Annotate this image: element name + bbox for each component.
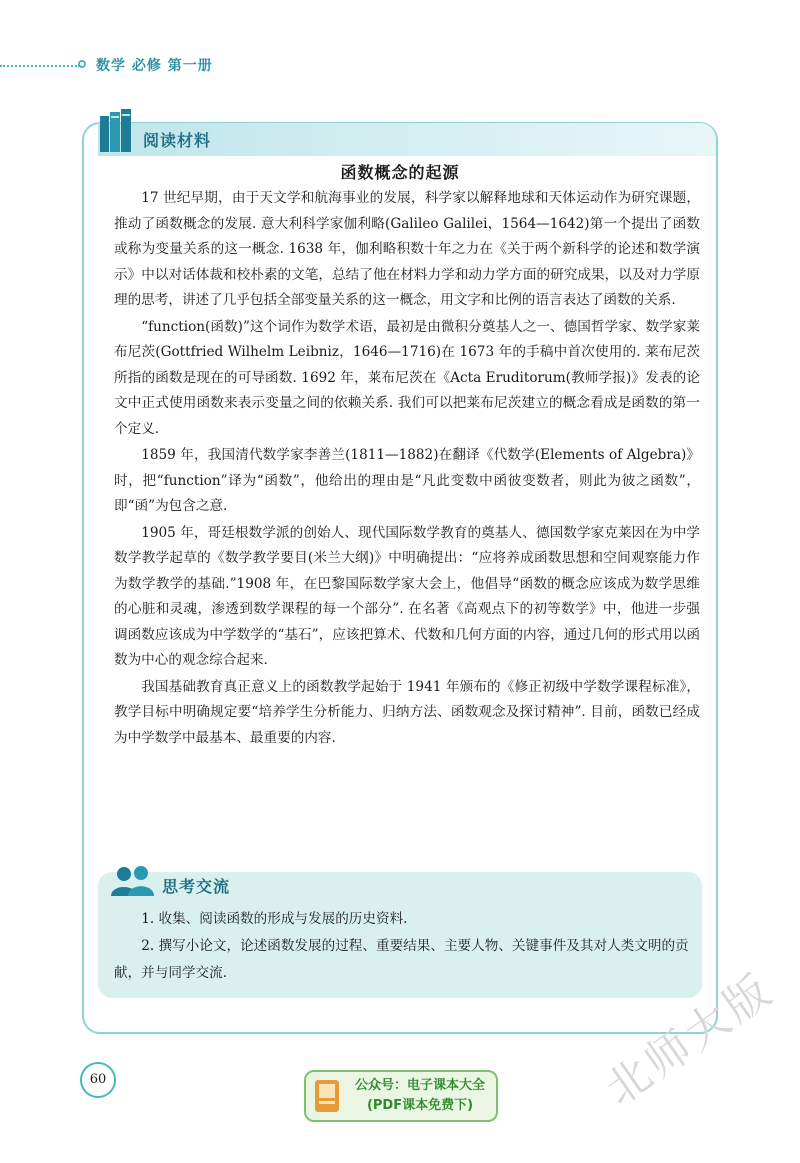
section-label: 阅读材料 [143,131,212,150]
article-title: 函数概念的起源 [340,163,460,182]
people-icon [108,864,158,898]
discussion-list [114,906,690,987]
article-body [114,186,700,752]
list-item: 1. 收集、阅读函数的形成与发展的历史资料. [141,911,408,927]
publisher-watermark: 北师大版 [596,963,783,1116]
running-header: 数学 必修 第一册 [96,58,213,74]
books-icon [98,108,138,154]
badge-line-1: 公众号：电子课本大全 [354,1078,485,1093]
book-icon [312,1078,342,1114]
paragraph: 我国基础教育真正意义上的函数教学起始于 1941 年颁布的《修正初级中学数学课程标准》，教学目标中明确规定要“培养学生分析能力、归纳方法、函数观念及探讨精神”. 目前，函数已经成为中学数学中最基本、最重要的内容. [114,678,700,746]
header-rule [0,65,80,67]
badge-line-2: (PDF课本免费下) [366,1098,474,1113]
paragraph: 17 世纪早期，由于天文学和航海事业的发展，科学家以解释地球和天体运动作为研究课题，推动了函数概念的发展. 意大利科学家伽利略(Galileo Galilei，1564—1642)第一个提出了函数或称为变量关系的这一概念. 1638 年，伽利略积数十年之力在《关于两个新科学的论述和数学演示》中以对话体裁和校朴素的文笔，总结了他在材料力学和动力学方面的研究成果，以及对力学原理的思考，讲述了几乎包括全部变量关系的这一概念，用文字和比例的语言表达了函数的关系. [114,190,700,308]
paragraph: “function(函数)”这个词作为数学术语，最初是由微积分奠基人之一、德国哲学家、数学家莱布尼茨(Gottfried Wilhelm Leibniz，1646—1716)在 1673 年的手稿中首次使用的. 莱布尼茨所指的函数是现在的可导函数. 1692 年，莱布尼茨在《Acta Eruditorum(教师学报)》发表的论文中正式使用函数来表示变量之间的依赖关系. 我们可以把莱布尼茨建立的概念看成是函数的第一个定义. [114,318,700,437]
paragraph: 1905 年，哥廷根数学派的创始人、现代国际数学教育的奠基人、德国数学家克莱因在为中学数学教学起草的《数学教学要目(米兰大纲)》中明确提出：“应将养成函数思想和空间观察能力作为数学教学的基础.”1908 年，在巴黎国际数学家大会上，他倡导“函数的概念应该成为数学思维的心脏和灵魂，渗透到数学课程的每一个部分”. 在名著《高观点下的初等数学》中，他进一步强调函数应该成为中学数学的“基石”，应该把算术、代数和几何方面的内容，通过几何的形式用以函数为中心的观念综合起来. [114,524,700,668]
discussion-label: 思考交流 [162,877,231,896]
paragraph: 1859 年，我国清代数学家李善兰(1811—1882)在翻译《代数学(Elements of Algebra)》时，把“function”译为“函数”，他给出的理由是“凡此变数中函彼变数者，则此为彼之函数”，即“函”为包含之意. [114,447,700,514]
page-number: 60 [80,1062,116,1098]
header-dot [78,60,86,68]
list-item: 2. 撰写小论文，论述函数发展的过程、重要结果、主要人物、关键事件及其对人类文明的贡献，并与同学交流. [114,938,689,981]
